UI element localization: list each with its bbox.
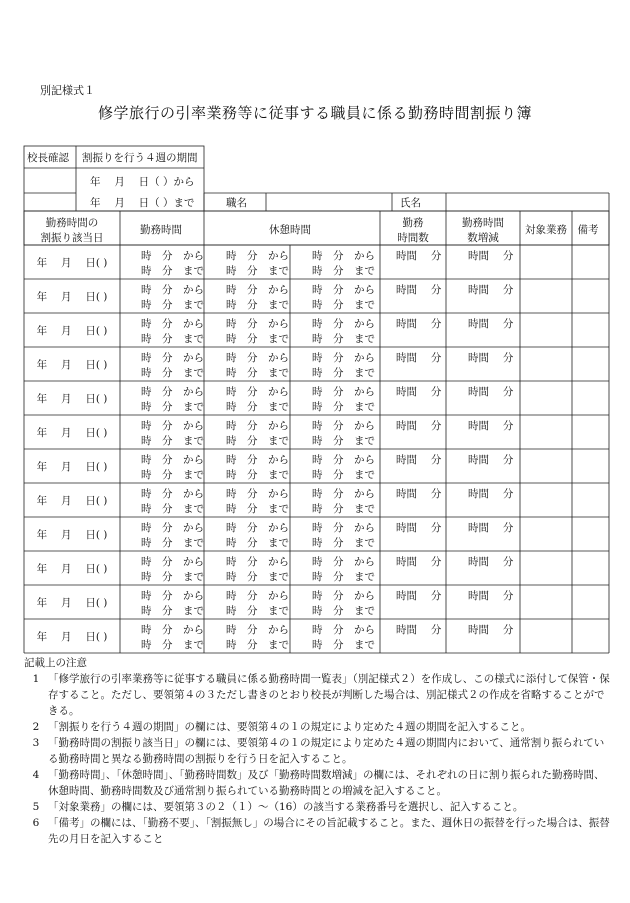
period-from: 年 月 日（ ）から [90, 176, 195, 188]
note-text: 「勤務時間の割振り該当日」の欄には、要領第４の１の規定により定めた４週の期間内において、通常割り振られている勤務時間と異なる勤務時間の割振りを行う日を記入すること。 [48, 737, 605, 765]
note-item [24, 815, 614, 847]
work-to: 時 分 まで [141, 639, 204, 651]
work-from: 時 分 から [141, 454, 204, 466]
work-to: 時 分 まで [141, 537, 204, 549]
break1-from: 時 分 から [226, 590, 289, 602]
hours-change: 時間 分 [468, 624, 514, 636]
work-hours: 時間 分 [396, 420, 442, 432]
period-to: 年 月 日（ ）まで [90, 197, 195, 209]
table-row [37, 555, 514, 583]
break1-from: 時 分 から [226, 454, 289, 466]
name-label: 氏名 [400, 197, 421, 209]
break2-to: 時 分 まで [312, 639, 375, 651]
note-item [24, 671, 614, 719]
table-row [37, 249, 514, 277]
hours-change: 時間 分 [468, 284, 514, 296]
header-hours-line1: 勤務 [402, 217, 424, 229]
break2-from: 時 分 から [312, 454, 375, 466]
break2-to: 時 分 まで [312, 571, 375, 583]
note-text: 「勤務時間」、「休憩時間」、「勤務時間数」及び「勤務時間数増減」の欄には、それぞれの日に割り振られた勤務時間、休憩時間、勤務時間数及び通常割り振られている勤務時間との増減を記入すること。 [48, 769, 605, 797]
row-date: 年 月 日( ) [36, 461, 108, 473]
break2-from: 時 分 から [312, 420, 375, 432]
break2-to: 時 分 まで [312, 265, 375, 277]
work-to: 時 分 まで [141, 503, 204, 515]
break2-to: 時 分 まで [312, 605, 375, 617]
break1-to: 時 分 まで [226, 537, 289, 549]
note-item [24, 735, 614, 767]
work-from: 時 分 から [141, 556, 204, 568]
break1-from: 時 分 から [226, 250, 289, 262]
work-to: 時 分 まで [141, 571, 204, 583]
table-row [37, 453, 514, 481]
row-date: 年 月 日( ) [36, 427, 108, 439]
work-hours: 時間 分 [396, 522, 442, 534]
work-to: 時 分 まで [141, 299, 204, 311]
work-hours: 時間 分 [396, 488, 442, 500]
break1-to: 時 分 まで [226, 299, 289, 311]
work-to: 時 分 まで [141, 605, 204, 617]
note-text: 「修学旅行の引率業務等に従事する職員に係る勤務時間一覧表」（別記様式２）を作成し、この様式に添付して保管・保存すること。ただし、要領第４の３ただし書きのとおり校長が判断した場合は、別記様式２の作成を省略することができる。 [48, 673, 610, 717]
row-date: 年 月 日( ) [36, 631, 108, 643]
work-from: 時 分 から [141, 590, 204, 602]
hours-change: 時間 分 [468, 488, 514, 500]
break1-from: 時 分 から [226, 556, 289, 568]
row-date: 年 月 日( ) [36, 597, 108, 609]
break1-to: 時 分 まで [226, 265, 289, 277]
work-hours: 時間 分 [396, 318, 442, 330]
note-number: 5 [32, 801, 40, 813]
break1-from: 時 分 から [226, 420, 289, 432]
header-remarks: 備考 [577, 224, 599, 236]
break2-from: 時 分 から [312, 556, 375, 568]
note-number: 3 [32, 737, 40, 749]
work-from: 時 分 から [141, 488, 204, 500]
row-date: 年 月 日( ) [36, 495, 108, 507]
note-number: 1 [32, 673, 40, 685]
row-date: 年 月 日( ) [36, 359, 108, 371]
work-hours: 時間 分 [396, 250, 442, 262]
header-break-time: 休憩時間 [269, 224, 311, 236]
work-hours: 時間 分 [396, 454, 442, 466]
table-row [37, 521, 514, 549]
row-date: 年 月 日( ) [36, 393, 108, 405]
break2-from: 時 分 から [312, 386, 375, 398]
work-from: 時 分 から [141, 352, 204, 364]
note-text: 「対象業務」の欄には、要領第３の２（１）～（16）の該当する業務番号を選択し、記入すること。 [48, 801, 524, 813]
work-hours: 時間 分 [396, 624, 442, 636]
break2-to: 時 分 まで [312, 469, 375, 481]
hours-change: 時間 分 [468, 454, 514, 466]
hours-change: 時間 分 [468, 420, 514, 432]
work-to: 時 分 まで [141, 401, 204, 413]
break2-from: 時 分 から [312, 250, 375, 262]
note-number: 2 [32, 721, 40, 733]
break2-from: 時 分 から [312, 488, 375, 500]
break2-from: 時 分 から [312, 590, 375, 602]
break1-to: 時 分 まで [226, 469, 289, 481]
break1-from: 時 分 から [226, 488, 289, 500]
work-from: 時 分 から [141, 318, 204, 330]
break2-to: 時 分 まで [312, 401, 375, 413]
break2-from: 時 分 から [312, 624, 375, 636]
notes-section [24, 655, 614, 847]
break1-from: 時 分 から [226, 386, 289, 398]
break1-to: 時 分 まで [226, 503, 289, 515]
hours-change: 時間 分 [468, 352, 514, 364]
header-work-time: 勤務時間 [140, 224, 182, 236]
header-date-line1: 勤務時間の [45, 217, 99, 229]
table-row [37, 589, 514, 617]
note-item [24, 767, 614, 799]
header-hours-line2: 時間数 [397, 232, 429, 244]
break1-from: 時 分 から [226, 624, 289, 636]
table-row [37, 351, 514, 379]
note-number: 6 [32, 817, 40, 829]
table-row [37, 317, 514, 345]
break1-to: 時 分 まで [226, 401, 289, 413]
work-hours: 時間 分 [396, 352, 442, 364]
break1-from: 時 分 から [226, 352, 289, 364]
note-text: 「備考」の欄には、「勤務不要」、「割振無し」の場合にその旨記載すること。また、週休日の振替を行った場合は、振替先の月日を記入すること [48, 817, 610, 845]
break1-to: 時 分 まで [226, 367, 289, 379]
hours-change: 時間 分 [468, 250, 514, 262]
break2-from: 時 分 から [312, 352, 375, 364]
table-row [37, 487, 514, 515]
row-date: 年 月 日( ) [36, 325, 108, 337]
break2-to: 時 分 まで [312, 435, 375, 447]
work-to: 時 分 まで [141, 435, 204, 447]
break2-from: 時 分 から [312, 318, 375, 330]
notes-list [24, 671, 614, 847]
break1-from: 時 分 から [226, 318, 289, 330]
break1-from: 時 分 から [226, 284, 289, 296]
work-from: 時 分 から [141, 250, 204, 262]
hours-change: 時間 分 [468, 386, 514, 398]
break1-to: 時 分 まで [226, 605, 289, 617]
work-to: 時 分 まで [141, 469, 204, 481]
principal-confirm-label: 校長確認 [27, 152, 69, 164]
header-hours-change-line2: 数増減 [467, 232, 499, 244]
header-target: 対象業務 [525, 224, 567, 236]
period-header: 割振りを行う４週の期間 [82, 152, 198, 164]
hours-change: 時間 分 [468, 590, 514, 602]
row-date: 年 月 日( ) [36, 291, 108, 303]
break2-from: 時 分 から [312, 522, 375, 534]
note-text: 「割振りを行う４週の期間」の欄には、要領第４の１の規定により定めた４週の期間を記入すること。 [48, 721, 531, 733]
break2-to: 時 分 まで [312, 299, 375, 311]
position-label: 職名 [226, 197, 247, 209]
break1-to: 時 分 まで [226, 639, 289, 651]
break2-to: 時 分 まで [312, 333, 375, 345]
work-from: 時 分 から [141, 420, 204, 432]
header-date-line2: 割振り該当日 [40, 232, 104, 244]
work-from: 時 分 から [141, 624, 204, 636]
table-row [37, 419, 514, 447]
break1-to: 時 分 まで [226, 333, 289, 345]
hours-change: 時間 分 [468, 318, 514, 330]
break2-to: 時 分 まで [312, 367, 375, 379]
work-from: 時 分 から [141, 284, 204, 296]
work-hours: 時間 分 [396, 386, 442, 398]
break2-to: 時 分 まで [312, 503, 375, 515]
note-number: 4 [32, 769, 40, 781]
break1-to: 時 分 まで [226, 571, 289, 583]
table-row [37, 623, 514, 651]
row-date: 年 月 日( ) [36, 529, 108, 541]
notes-title: 記載上の注意 [24, 657, 87, 669]
note-item [24, 799, 614, 815]
work-to: 時 分 まで [141, 333, 204, 345]
table-row [37, 385, 514, 413]
break2-from: 時 分 から [312, 284, 375, 296]
work-from: 時 分 から [141, 522, 204, 534]
form-id: 別記様式１ [40, 84, 95, 97]
table-row [37, 283, 514, 311]
hours-change: 時間 分 [468, 556, 514, 568]
work-hours: 時間 分 [396, 284, 442, 296]
work-hours: 時間 分 [396, 556, 442, 568]
header-hours-change-line1: 勤務時間 [462, 217, 504, 229]
hours-change: 時間 分 [468, 522, 514, 534]
break2-to: 時 分 まで [312, 537, 375, 549]
break1-from: 時 分 から [226, 522, 289, 534]
work-from: 時 分 から [141, 386, 204, 398]
row-date: 年 月 日( ) [36, 257, 108, 269]
work-to: 時 分 まで [141, 367, 204, 379]
break1-to: 時 分 まで [226, 435, 289, 447]
note-item [24, 719, 614, 735]
page-title: 修学旅行の引率業務等に従事する職員に係る勤務時間割振り簿 [97, 104, 532, 122]
work-hours: 時間 分 [396, 590, 442, 602]
row-date: 年 月 日( ) [36, 563, 108, 575]
work-to: 時 分 まで [141, 265, 204, 277]
